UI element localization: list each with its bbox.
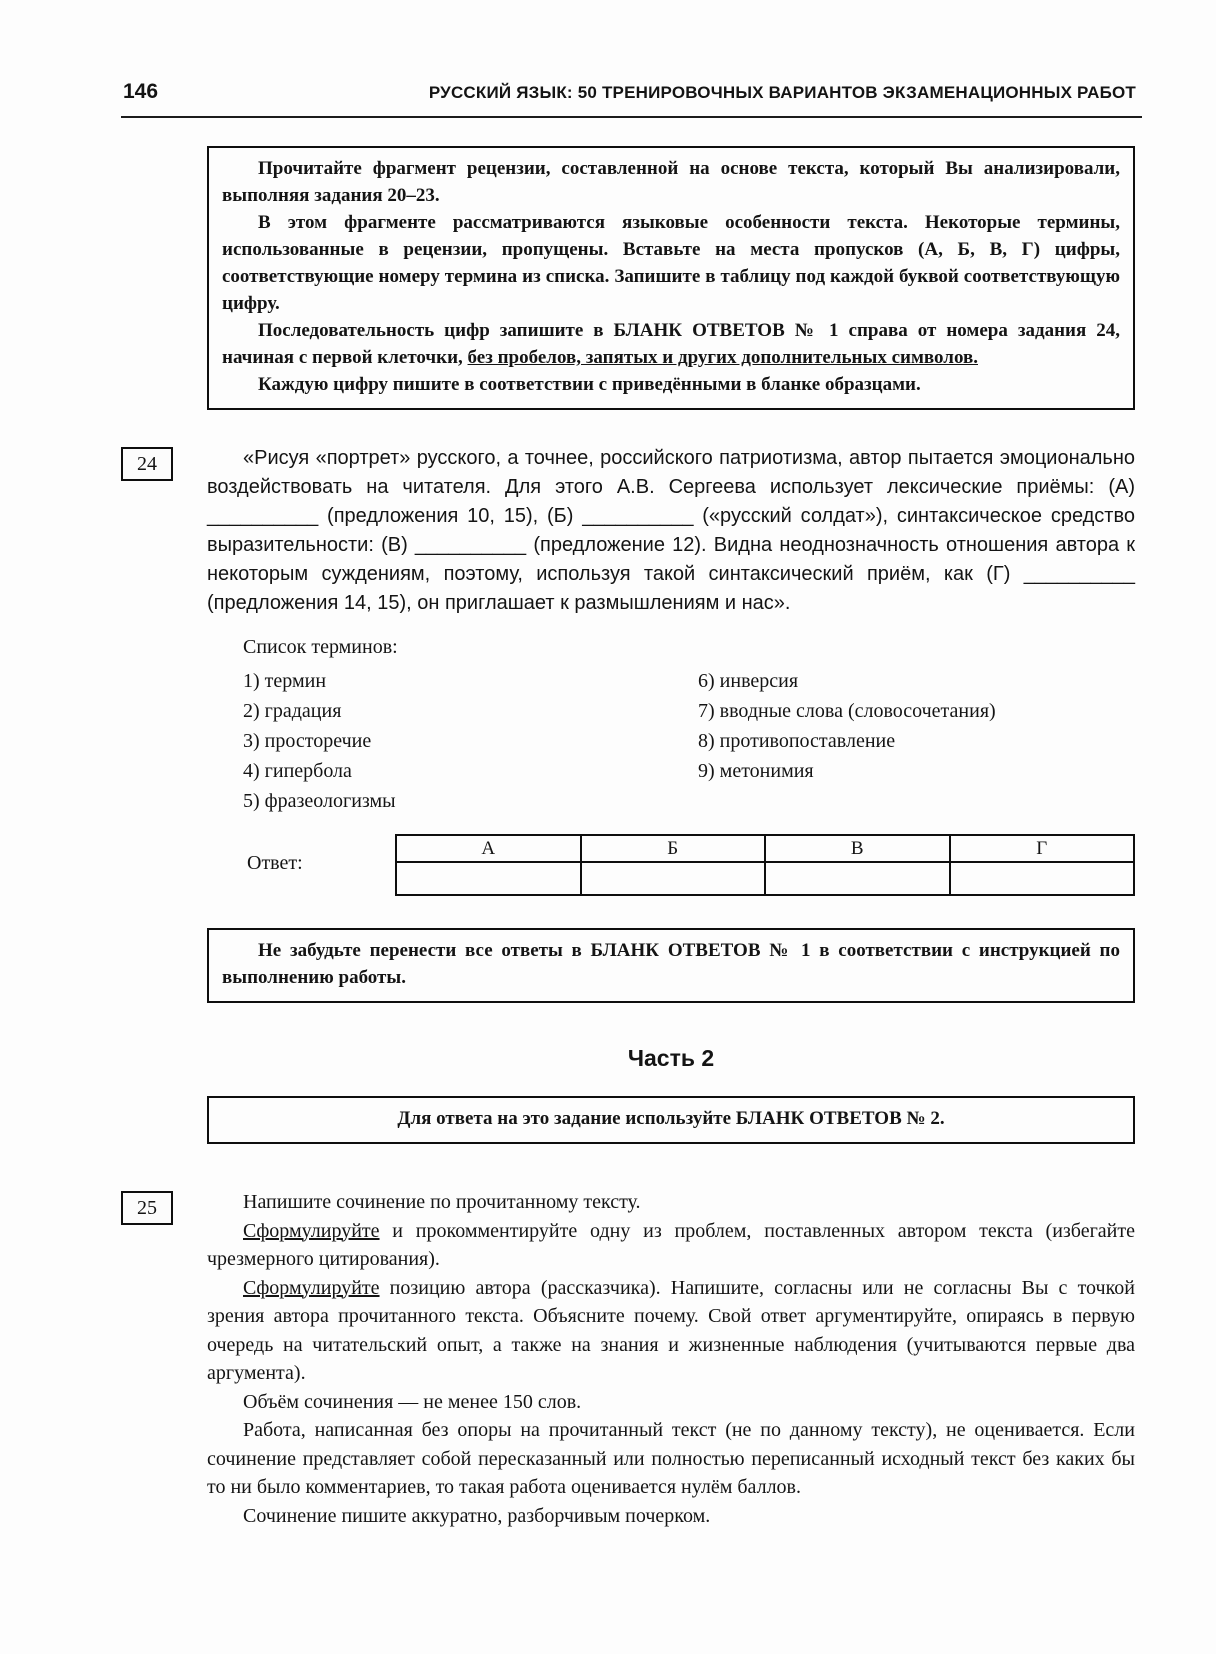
answer-sheet2-note: Для ответа на это задание используйте БЛАНК ОТВЕТОВ № 2. [397, 1108, 945, 1129]
content-column [137, 146, 1135, 1530]
task25-paragraph-4: Объём сочинения — не менее 150 слов. [243, 1390, 582, 1413]
underlined-word: Сформулируйте [243, 1219, 380, 1242]
task24-number-box: 24 [121, 447, 173, 481]
instruction-paragraph-1: Прочитайте фрагмент рецензии, составленной на основе текста, который Вы анализировали, выполняя задания 20–23. [222, 158, 1120, 206]
term-item: 2) градация [243, 700, 342, 722]
task24-block [137, 444, 1135, 898]
answer-table-header-cell: Г [950, 835, 1135, 862]
underlined-note: без пробелов, запятых и других дополнительных символов. [467, 347, 978, 368]
terms-column-right [698, 666, 1135, 816]
answer-block [207, 832, 1135, 898]
task24-quote-text: «Рисуя «портрет» русского, а точнее, российского патриотизма, автор пытается эмоционально воздействовать на читателя. Для этого А.В. Сергеева использует лексические приёмы: (А) __________ (предложения 10, 15), (Б) __________ («русский солдат»), синтаксическое средство выразительности: (В) __________ (предложение 12). Видна неоднозначность отношения автора к некоторым суждениям, поэтому, используя такой синтаксический приём, как (Г) __________ (предложения 14, 15), он приглашает к размышлениям и нас». [207, 447, 1135, 614]
answer-table-value-row [396, 862, 1134, 895]
task25-paragraph-2: Сформулируйте и прокомментируйте одну из проблем, поставленных автором текста (избегайте чрезмерного цитирования). [207, 1219, 1135, 1270]
instruction-paragraph-4: Каждую цифру пишите в соответствии с приведёнными в бланке образцами. [258, 374, 921, 395]
instruction-paragraph-3: Последовательность цифр запишите в БЛАНК ОТВЕТОВ № 1 справа от номера задания 24, начиная с первой клеточки, без пробелов, запятых и других дополнительных символов. [222, 320, 1120, 368]
answer-sheet2-box [207, 1096, 1135, 1144]
term-item: 5) фразеологизмы [243, 790, 396, 812]
page-number: 146 [123, 80, 159, 103]
answer-table-value-cell [765, 862, 950, 895]
term-item: 4) гипербола [243, 760, 352, 782]
reminder-text: Не забудьте перенести все ответы в БЛАНК ОТВЕТОВ № 1 в соответствии с инструкцией по выполнению работы. [222, 940, 1120, 988]
underlined-word: Сформулируйте [243, 1276, 380, 1299]
term-item: 6) инверсия [698, 670, 799, 692]
term-item: 9) метонимия [698, 760, 814, 782]
reminder-box [207, 928, 1135, 1003]
terms-list [207, 632, 1135, 816]
task25-paragraph-5: Работа, написанная без опоры на прочитанный текст (не по данному тексту), не оценивается. Если сочинение представляет собой пересказанный или полностью переписанный исходный текст без каких бы то ни было комментариев, то такая работа оценивается нулём баллов. [207, 1419, 1135, 1498]
task25-paragraph-6: Сочинение пишите аккуратно, разборчивым почерком. [243, 1504, 711, 1527]
answer-table-value-cell [581, 862, 766, 895]
term-item: 7) вводные слова (словосочетания) [698, 700, 996, 722]
task25-paragraph-3: Сформулируйте позицию автора (рассказчика). Напишите, согласны или не согласны Вы с точкой зрения автора прочитанного текста. Объясните почему. Свой ответ аргументируйте, опираясь в первую очередь на читательский опыт, а также на знания и жизненные наблюдения (учитываются первые два аргумента). [207, 1276, 1135, 1384]
answer-table-header-row [396, 835, 1134, 862]
term-item: 1) термин [243, 670, 327, 692]
answer-table-header-cell: Б [581, 835, 766, 862]
answer-table-header-cell: А [396, 835, 581, 862]
task25-block [137, 1188, 1135, 1530]
header-rule [121, 116, 1142, 118]
answer-table-value-cell [950, 862, 1135, 895]
answer-table [395, 834, 1135, 896]
part2-heading: Часть 2 [627, 1045, 715, 1071]
task24-instruction-box [207, 146, 1135, 410]
terms-title: Список терминов: [243, 636, 398, 658]
running-header [123, 80, 1136, 104]
term-item: 3) просторечие [243, 730, 372, 752]
running-title: РУССКИЙ ЯЗЫК: 50 ТРЕНИРОВОЧНЫХ ВАРИАНТОВ ЭКЗАМЕНАЦИОННЫХ РАБОТ [428, 83, 1136, 102]
terms-column-left [243, 666, 698, 816]
task25-number-box: 25 [121, 1191, 173, 1225]
answer-table-header-cell: В [765, 835, 950, 862]
answer-table-value-cell [396, 862, 581, 895]
instruction-paragraph-2: В этом фрагменте рассматриваются языковые особенности текста. Некоторые термины, использованные в рецензии, пропущены. Вставьте на места пропусков (А, Б, В, Г) цифры, соответствующие номеру термина из списка. Запишите в таблицу под каждой буквой соответствующую цифру. [222, 212, 1120, 314]
term-item: 8) противопоставление [698, 730, 896, 752]
answer-label: Ответ: [247, 852, 303, 874]
task25-paragraph-1: Напишите сочинение по прочитанному тексту. [243, 1191, 641, 1213]
